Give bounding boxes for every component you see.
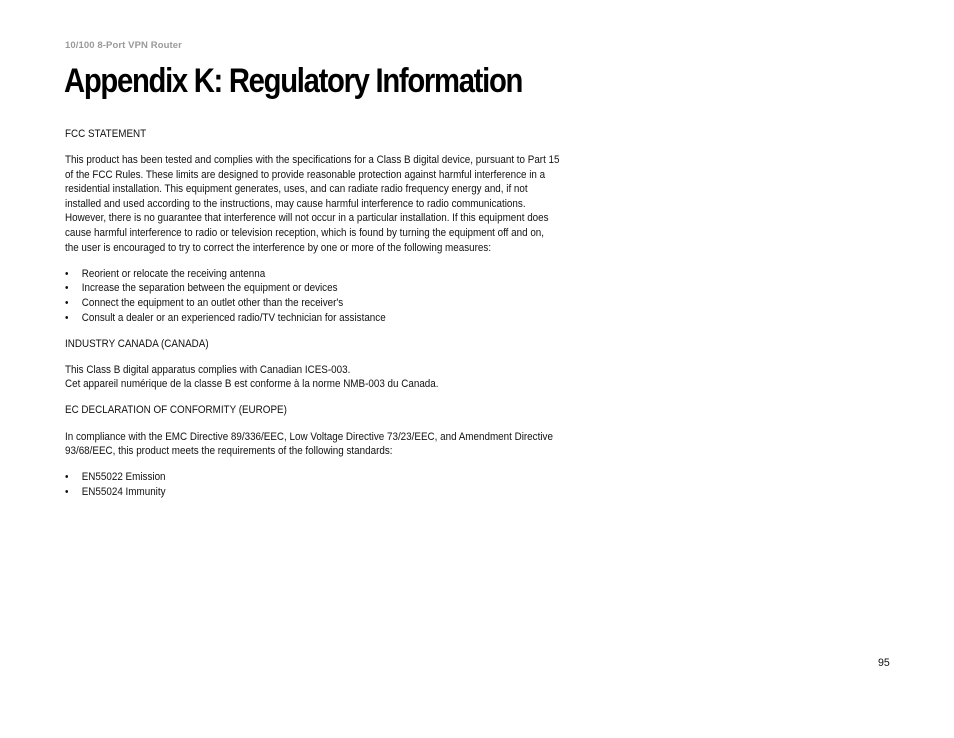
paragraph-line: cause harmful interference to radio or television reception, which is found by turning the equipment off and on,	[65, 227, 545, 240]
list-item	[65, 281, 567, 296]
list-item-text: EN55024 Immunity	[81, 485, 166, 498]
list-item-text: EN55022 Emission	[81, 471, 166, 484]
page-number: 95	[878, 657, 890, 669]
europe-heading: EC DECLARATION OF CONFORMITY (EUROPE)	[65, 404, 287, 417]
canada-heading: INDUSTRY CANADA (CANADA)	[65, 337, 209, 350]
bullet-icon: •	[65, 485, 69, 498]
fcc-measures-list	[65, 267, 567, 325]
paragraph-line: Cet appareil numérique de la classe B est conforme à la norme NMB-003 du Canada.	[65, 378, 439, 391]
document-body	[65, 127, 567, 511]
standards-list	[65, 470, 567, 499]
paragraph-line: However, there is no guarantee that interference will not occur in a particular installation. If this equipment does	[65, 212, 549, 225]
bullet-icon: •	[65, 267, 69, 280]
fcc-heading: FCC STATEMENT	[65, 128, 147, 140]
bullet-icon: •	[65, 282, 69, 295]
list-item	[65, 485, 567, 500]
running-header: 10/100 8-Port VPN Router	[65, 40, 182, 51]
bullet-icon: •	[65, 471, 69, 484]
paragraph-line: installed and used according to the instructions, may cause harmful interference to radio communications.	[65, 197, 526, 210]
bullet-icon: •	[65, 311, 69, 324]
paragraph-line: of the FCC Rules. These limits are designed to provide reasonable protection against harmful interference in a	[65, 168, 546, 181]
list-item-text: Increase the separation between the equipment or devices	[81, 282, 338, 295]
canada-paragraph	[65, 363, 567, 392]
bullet-icon: •	[65, 296, 69, 309]
list-item	[65, 296, 567, 311]
list-item-text: Reorient or relocate the receiving antenna	[81, 267, 266, 280]
paragraph-line: 93/68/EEC, this product meets the requirements of the following standards:	[65, 445, 393, 458]
list-item-text: Connect the equipment to an outlet other than the receiver's	[81, 296, 344, 309]
paragraph-line: This Class B digital apparatus complies with Canadian ICES-003.	[65, 363, 351, 376]
list-item	[65, 267, 567, 282]
page-title: Appendix K: Regulatory Information	[64, 62, 523, 100]
paragraph-line: the user is encouraged to try to correct the interference by one or more of the following measures:	[65, 241, 492, 254]
paragraph-line: This product has been tested and complies with the specifications for a Class B digital device, pursuant to Part 15	[65, 154, 560, 167]
fcc-paragraph	[65, 153, 567, 255]
paragraph-line: In compliance with the EMC Directive 89/336/EEC, Low Voltage Directive 73/23/EEC, and Amendment Directive	[65, 430, 553, 443]
paragraph-line: residential installation. This equipment generates, uses, and can radiate radio frequency energy and, if not	[65, 183, 528, 196]
list-item	[65, 311, 567, 326]
europe-paragraph	[65, 430, 567, 459]
list-item-text: Consult a dealer or an experienced radio/TV technician for assistance	[81, 311, 386, 324]
list-item	[65, 470, 567, 485]
